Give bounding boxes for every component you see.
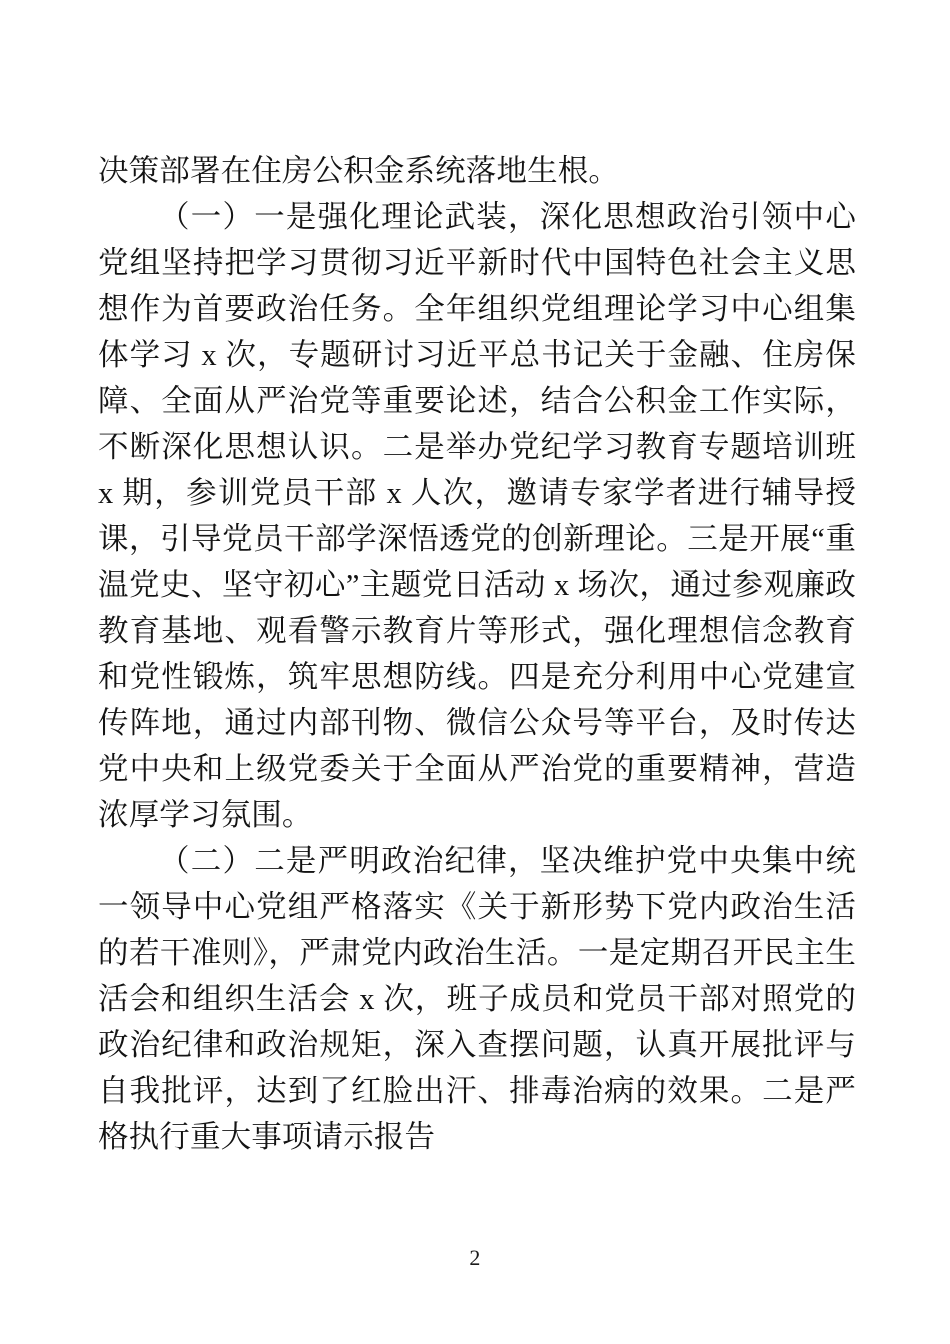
page-number: 2 — [469, 1245, 481, 1270]
paragraph-continuation: 决策部署在住房公积金系统落地生根。 — [98, 154, 620, 188]
page-footer — [0, 1245, 950, 1271]
paragraph-section-one: （一）一是强化理论武装，深化思想政治引领中心党组坚持把学习贯彻习近平新时代中国特色社会主义思想作为首要政治任务。全年组织党组理论学习中心组集体学习 x 次，专题研讨习近平总书记关于金融、住房保障、全面从严治党等重要论述，结合公积金工作实际，不断深化思想认识。二是举办党纪学习教育专题培训班 x 期，参训党员干部 x 人次，邀请专家学者进行辅导授课，引导党员干部学深悟透党的创新理论。三是开展“重温党史、坚守初心”主题党日活动 x 场次，通过参观廉政教育基地、观看警示教育片等形式，强化理想信念教育和党性锻炼，筑牢思想防线。四是充分利用中心党建宣传阵地，通过内部刊物、微信公众号等平台，及时传达党中央和上级党委关于全面从严治党的重要精神，营造浓厚学习氛围。 — [98, 200, 856, 832]
paragraph-section-two: （二）二是严明政治纪律，坚决维护党中央集中统一领导中心党组严格落实《关于新形势下党内政治生活的若干准则》，严肃党内政治生活。一是定期召开民主生活会和组织生活会 x 次，班子成员和党员干部对照党的政治纪律和政治规矩，深入查摆问题，认真开展批评与自我批评，达到了红脸出汗、排毒治病的效果。二是严格执行重大事项请示报告 — [98, 844, 856, 1154]
page-text-body — [98, 148, 856, 1160]
